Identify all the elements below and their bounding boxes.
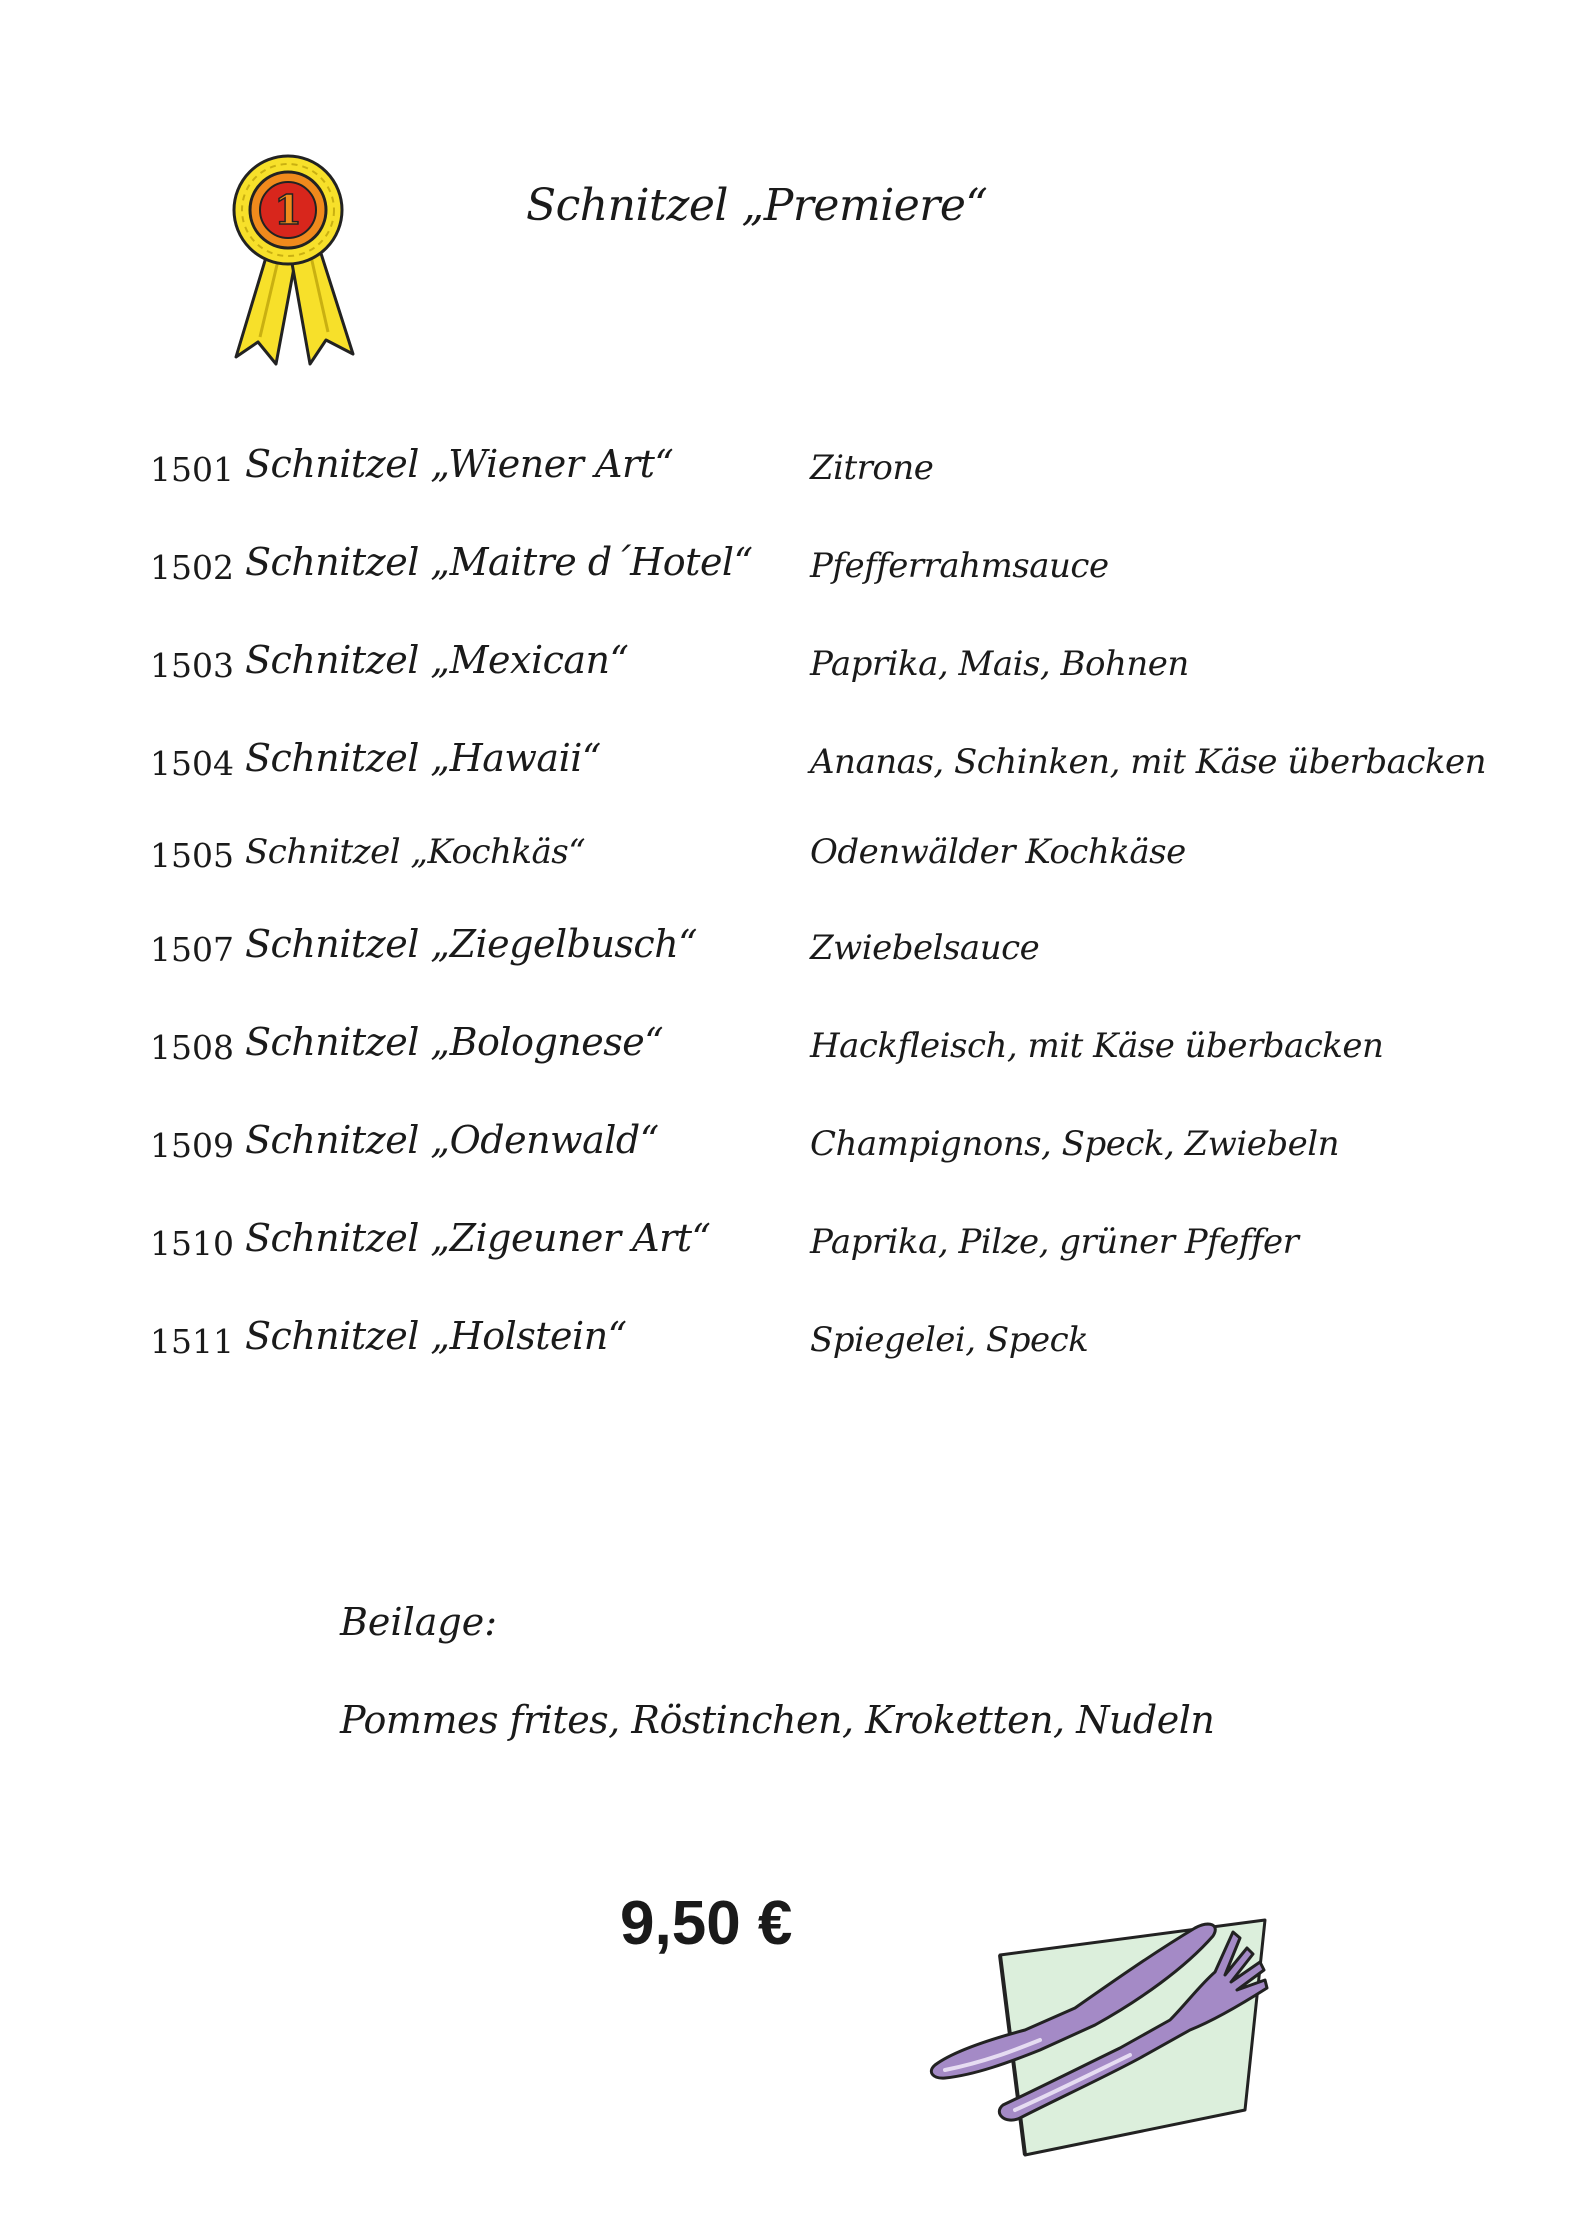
- sides-options: Pommes frites, Röstinchen, Kroketten, Nudeln: [340, 1698, 1215, 1742]
- item-number: 1503: [150, 646, 234, 685]
- item-description: Zwiebelsauce: [810, 928, 1040, 968]
- menu-item: [150, 1310, 1450, 1370]
- item-number: 1507: [150, 930, 234, 969]
- item-description: Zitrone: [810, 448, 934, 488]
- menu-item: [150, 438, 1450, 498]
- item-description: Paprika, Pilze, grüner Pfeffer: [810, 1222, 1299, 1262]
- menu-item: [150, 1016, 1450, 1076]
- first-place-ribbon-icon: [218, 152, 358, 372]
- item-number: 1511: [150, 1322, 234, 1361]
- item-name: Schnitzel „Ziegelbusch“: [245, 922, 698, 966]
- item-description: Spiegelei, Speck: [810, 1320, 1089, 1360]
- item-description: Champignons, Speck, Zwiebeln: [810, 1124, 1339, 1164]
- item-description: Pfefferrahmsauce: [810, 546, 1109, 586]
- item-name: Schnitzel „Wiener Art“: [245, 442, 674, 486]
- menu-item: [150, 918, 1450, 978]
- item-description: Paprika, Mais, Bohnen: [810, 644, 1189, 684]
- item-name: Schnitzel „Bolognese“: [245, 1020, 664, 1064]
- item-name: Schnitzel „Maitre d´Hotel“: [245, 540, 753, 584]
- item-number: 1505: [150, 836, 234, 875]
- ribbon-number: 1: [274, 187, 302, 234]
- menu-item: [150, 1114, 1450, 1174]
- item-description: Odenwälder Kochkäse: [810, 832, 1186, 872]
- item-name: Schnitzel „Hawaii“: [245, 736, 601, 780]
- menu-item: [150, 634, 1450, 694]
- item-description: Ananas, Schinken, mit Käse überbacken: [810, 742, 1487, 782]
- item-name: Schnitzel „Holstein“: [245, 1314, 627, 1358]
- item-name: Schnitzel „Kochkäs“: [245, 832, 586, 872]
- item-number: 1510: [150, 1224, 234, 1263]
- knife-fork-napkin-icon: [915, 1880, 1295, 2180]
- item-name: Schnitzel „Zigeuner Art“: [245, 1216, 711, 1260]
- item-number: 1504: [150, 744, 234, 783]
- item-description: Hackfleisch, mit Käse überbacken: [810, 1026, 1384, 1066]
- menu-item: [150, 1212, 1450, 1272]
- item-number: 1508: [150, 1028, 234, 1067]
- sides-label: Beilage:: [340, 1600, 497, 1644]
- menu-item: [150, 536, 1450, 596]
- item-number: 1502: [150, 548, 234, 587]
- menu-item: [150, 824, 1450, 884]
- menu-item: [150, 732, 1487, 792]
- page-title: Schnitzel „Premiere“: [526, 180, 988, 231]
- item-name: Schnitzel „Mexican“: [245, 638, 629, 682]
- item-name: Schnitzel „Odenwald“: [245, 1118, 659, 1162]
- price: 9,50 €: [620, 1889, 793, 1958]
- item-number: 1501: [150, 450, 234, 489]
- item-number: 1509: [150, 1126, 234, 1165]
